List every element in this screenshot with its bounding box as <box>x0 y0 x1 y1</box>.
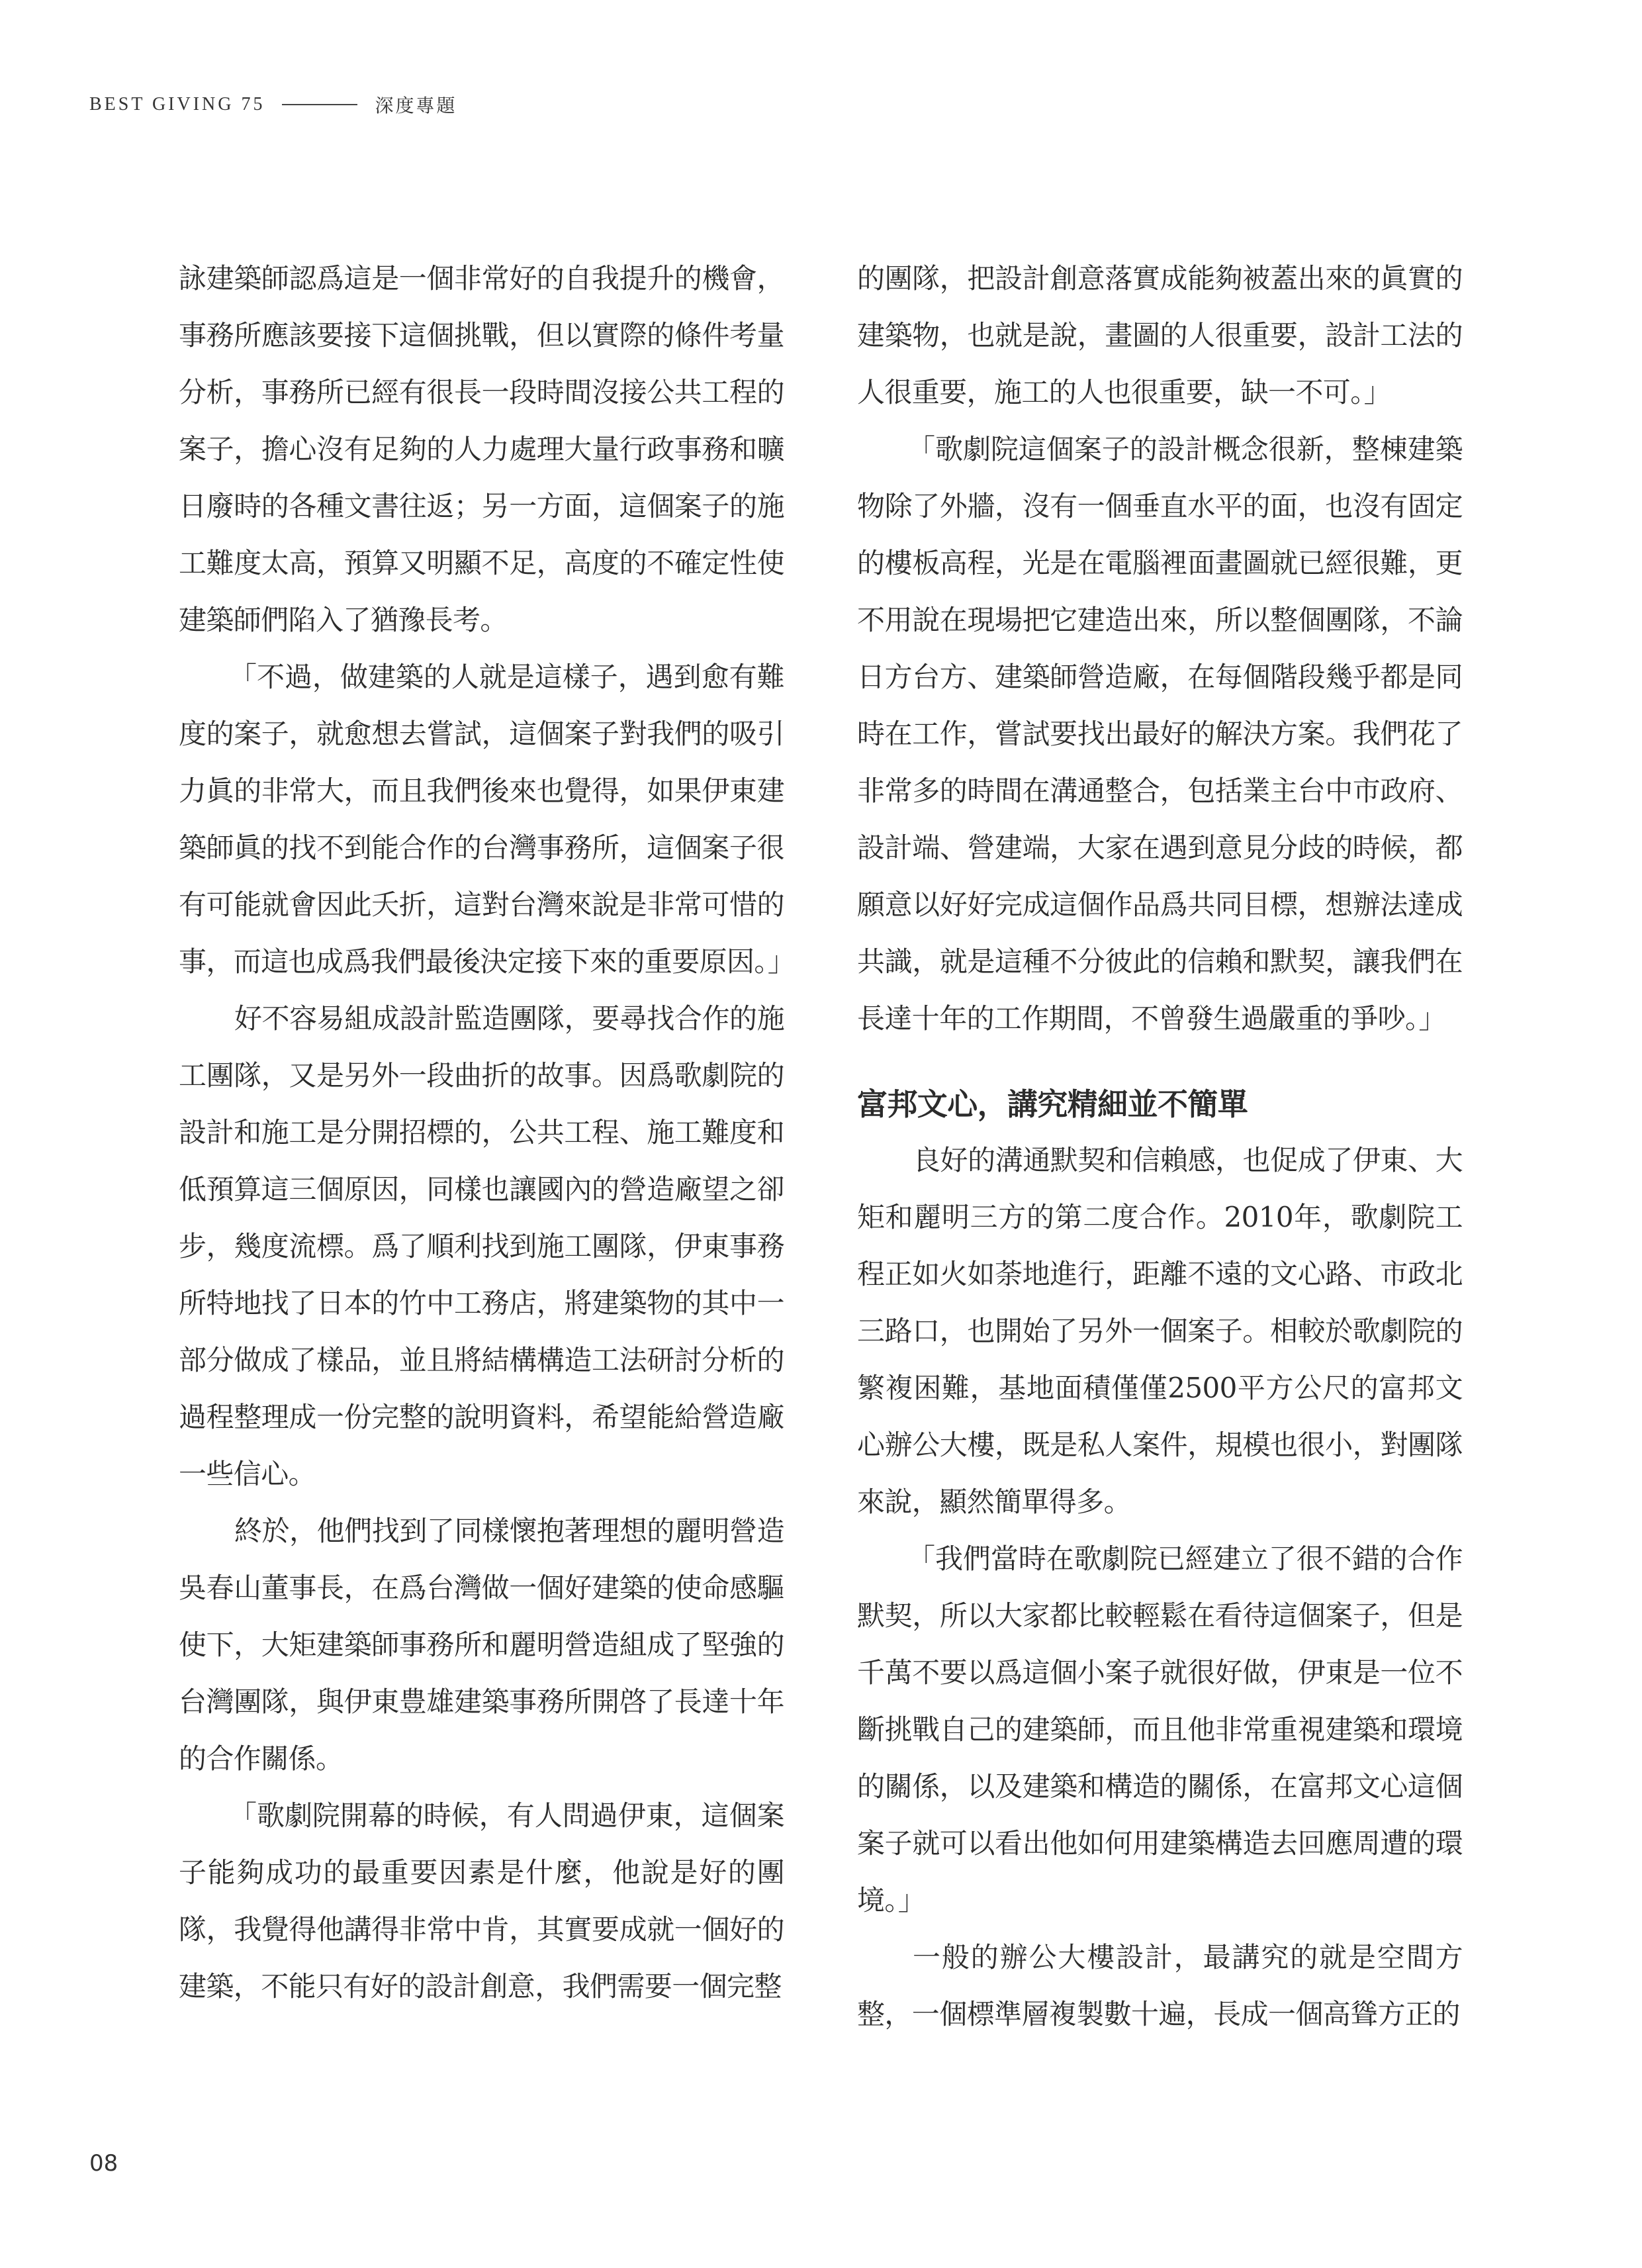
header-rule <box>282 104 357 105</box>
paragraph: 「我們當時在歌劇院已經建立了很不錯的合作默契，所以大家都比較輕鬆在看待這個案子，但是千萬不要以爲這個小案子就很好做，伊東是一位不斷挑戰自己的建築師，而且他非常重視建築和環境的關係，以及建築和構造的關係，在富邦文心這個案子就可以看出他如何用建築構造去回應周遭的環境。」 <box>857 1542 1463 1916</box>
paragraph: 好不容易組成設計監造團隊，要尋找合作的施工團隊，又是另外一段曲折的故事。因爲歌劇院的設計和施工是分開招標的，公共工程、施工難度和低預算這三個原因，同樣也讓國內的營造廠望之卻步，幾度流標。爲了順利找到施工團隊，伊東事務所特地找了日本的竹中工務店，將建築物的其中一部分做成了樣品，並且將結構構造工法研討分析的過程整理成一份完整的說明資料，希望能給營造廠一些信心。 <box>179 1002 784 1490</box>
paragraph: 的團隊，把設計創意落實成能夠被蓋出來的眞實的建築物，也就是說，畫圖的人很重要，設計工法的人很重要，施工的人也很重要，缺一不可。」 <box>857 262 1463 408</box>
section-title: 深度專題 <box>375 95 457 117</box>
right-column <box>857 250 1463 2043</box>
paragraph: 良好的溝通默契和信賴感，也促成了伊東、大矩和麗明三方的第二度合作。2010年，歌劇院工程正如火如荼地進行，距離不遠的文心路、市政北三路口，也開始了另外一個案子。相較於歌劇院的繁複困難，基地面積僅僅2500平方公尺的富邦文心辦公大樓，既是私人案件，規模也很小，對團隊來說，顯然簡單得多。 <box>857 1144 1463 1518</box>
left-column <box>179 250 796 2015</box>
paragraph: 詠建築師認爲這是一個非常好的自我提升的機會，事務所應該要接下這個挑戰，但以實際的條件考量分析，事務所已經有很長一段時間沒接公共工程的案子，擔心沒有足夠的人力處理大量行政事務和曠日廢時的各種文書往返；另一方面，這個案子的施工難度太高，預算又明顯不足，高度的不確定性使建築師們陷入了猶豫長考。 <box>179 262 784 636</box>
running-head <box>89 91 457 118</box>
paragraph: 「歌劇院這個案子的設計概念很新，整棟建築物除了外牆，沒有一個垂直水平的面，也沒有固定的樓板高程，光是在電腦裡面畫圖就已經很難，更不用說在現場把它建造出來，所以整個團隊，不論日方台方、建築師營造廠，在每個階段幾乎都是同時在工作，嘗試要找出最好的解決方案。我們花了非常多的時間在溝通整合，包括業主台中市政府、設計端、營建端，大家在遇到意見分歧的時候，都願意以好好完成這個作品爲共同目標，想辦法達成共識，就是這種不分彼此的信賴和默契，讓我們在長達十年的工作期間，不曾發生過嚴重的爭吵。」 <box>857 433 1463 1035</box>
paragraph: 「歌劇院開幕的時候，有人問過伊東，這個案子能夠成功的最重要因素是什麼，他說是好的團隊，我覺得他講得非常中肯，其實要成就一個好的建築，不能只有好的設計創意，我們需要一個完整 <box>179 1799 784 2003</box>
paragraph: 終於，他們找到了同樣懷抱著理想的麗明營造吳春山董事長，在爲台灣做一個好建築的使命感驅使下，大矩建築師事務所和麗明營造組成了堅強的台灣團隊，與伊東豊雄建築事務所開啓了長達十年的合作關係。 <box>179 1515 784 1775</box>
paragraph: 「不過，做建築的人就是這樣子，遇到愈有難度的案子，就愈想去嘗試，這個案子對我們的吸引力眞的非常大，而且我們後來也覺得，如果伊東建築師眞的找不到能合作的台灣事務所，這個案子很有可能就會因此夭折，這對台灣來說是非常可惜的事，而這也成爲我們最後決定接下來的重要原因。」 <box>179 661 796 978</box>
section-subheading: 富邦文心，講究精細並不簡單 <box>857 1086 1248 1122</box>
magazine-name: BEST GIVING 75 <box>89 94 265 115</box>
page-number: 08 <box>89 2150 118 2177</box>
paragraph: 一般的辦公大樓設計，最講究的就是空間方整，一個標準層複製數十遍，長成一個高聳方正的 <box>857 1941 1463 2030</box>
